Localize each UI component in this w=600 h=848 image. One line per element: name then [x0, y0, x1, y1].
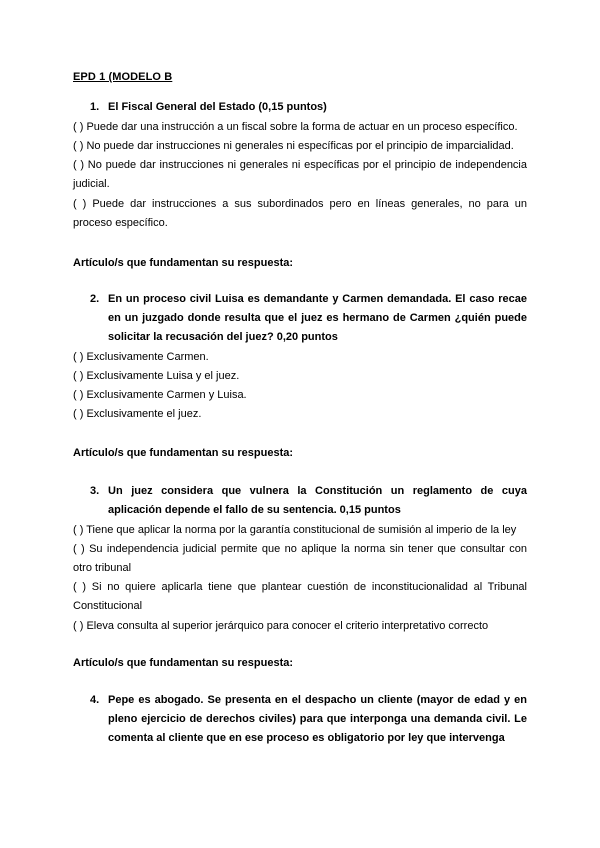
question-3-option-d: ( ) Eleva consulta al superior jerárquico para conocer el criterio interpretativo correcto — [73, 620, 489, 632]
question-4-title — [90, 691, 527, 748]
question-2-text: En un proceso civil Luisa es demandante y Carmen demandada. El caso recae en un juzgado donde resulta que el juez es hermano de Carmen ¿quién puede solicitar la recusación del juez? 0,20 puntos — [108, 293, 527, 343]
document-title: EPD 1 (MODELO B — [73, 71, 173, 83]
answer-label-3: Artículo/s que fundamentan su respuesta: — [73, 657, 294, 669]
question-4-number: 4. — [90, 694, 100, 706]
question-2-option-b: ( ) Exclusivamente Luisa y el juez. — [73, 370, 240, 382]
question-2-title — [90, 290, 527, 347]
question-3-option-a: ( ) Tiene que aplicar la norma por la garantía constitucional de sumisión al imperio de la ley — [73, 524, 517, 536]
question-3-title — [90, 482, 527, 520]
question-1-text: El Fiscal General del Estado (0,15 puntos) — [108, 101, 327, 113]
question-2-option-a: ( ) Exclusivamente Carmen. — [73, 351, 209, 363]
question-3-option-b: ( ) Su independencia judicial permite que no aplique la norma sin tener que consultar con otro tribunal — [73, 543, 527, 574]
question-1-title — [90, 98, 527, 117]
question-3-option-c: ( ) Si no quiere aplicarla tiene que plantear cuestión de inconstitucionalidad al Tribunal Constitucional — [73, 581, 527, 612]
question-1-option-b: ( ) No puede dar instrucciones ni generales ni específicas por el principio de imparcialidad. — [73, 140, 514, 152]
answer-label-2: Artículo/s que fundamentan su respuesta: — [73, 447, 294, 459]
question-1-option-d: ( ) Puede dar instrucciones a sus subordinados pero en líneas generales, no para un proceso específico. — [73, 198, 527, 229]
question-2-option-d: ( ) Exclusivamente el juez. — [73, 408, 202, 420]
question-1-number: 1. — [90, 101, 100, 113]
question-1-option-a: ( ) Puede dar una instrucción a un fiscal sobre la forma de actuar en un proceso específico. — [73, 121, 518, 133]
answer-label-1: Artículo/s que fundamentan su respuesta: — [73, 257, 294, 269]
question-4-text: Pepe es abogado. Se presenta en el despacho un cliente (mayor de edad y en pleno ejercicio de derechos civiles) para que interponga una demanda civil. Le comenta al cliente que en ese proceso es obligatorio por ley que intervenga — [108, 694, 527, 744]
question-2-option-c: ( ) Exclusivamente Carmen y Luisa. — [73, 389, 247, 401]
question-1-option-c: ( ) No puede dar instrucciones ni generales ni específicas por el principio de independencia judicial. — [73, 159, 527, 190]
question-3-text: Un juez considera que vulnera la Constitución un reglamento de cuya aplicación depende el fallo de su sentencia. 0,15 puntos — [108, 485, 527, 516]
question-2-number: 2. — [90, 293, 100, 305]
question-3-number: 3. — [90, 485, 100, 497]
